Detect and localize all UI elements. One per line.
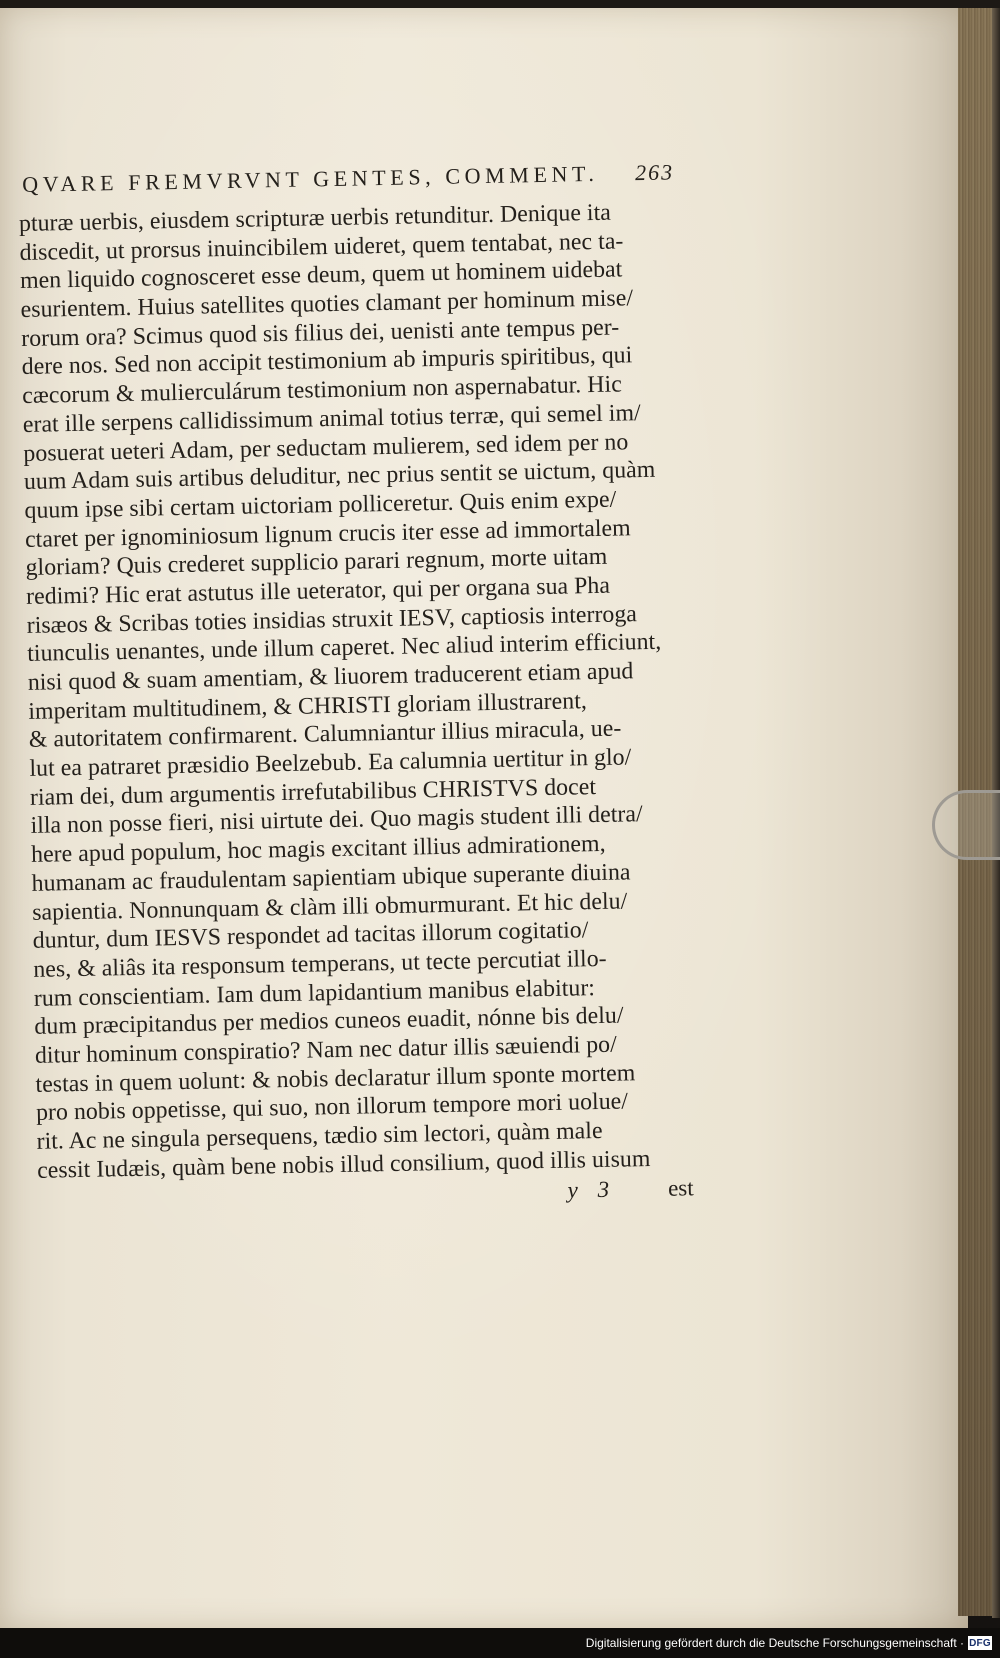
thumb-clip-icon [932,790,1000,860]
text-line: rorum ora? Scimus quod sis filius dei, uenisti ante tempus per- [20,314,620,352]
catchword: est [667,1175,694,1202]
text-line: tiunculis uenantes, unde illum caperet. Nec aliud interim efficiunt, [27,629,662,668]
text-line: cæcorum & mulierculárum testimonium non aspernabatur. Hic [22,371,623,410]
text-block [18,159,698,1218]
text-line: uum Adam suis artibus deluditur, nec prius sentit se uictum, quàm [23,457,656,496]
text-line: imperitam multitudinem, & CHRISTI gloriam illustrarent, [28,687,588,725]
text-line: men liquido cognosceret esse deum, quem ut hominem uidebat [19,256,623,295]
body-text [19,197,698,1185]
text-line: esurientem. Huius satellites quoties clamant per hominum mise/ [20,285,634,324]
text-line: dum præcipitandus per medios cuneos euadit, nónne bis delu/ [34,1002,624,1041]
text-line: duntur, dum IESVS respondet ad tacitas illorum cogitatio/ [32,917,589,955]
text-line: risæos & Scribas toties insidias struxit IESV, captiosis interroga [26,600,638,639]
book-page [0,8,968,1628]
signature-mark: y 3 [567,1177,617,1204]
text-line: here apud populum, hoc magis excitant illius admirationem, [30,830,606,868]
funding-footer [0,1628,1000,1658]
text-line: sapientia. Nonnunquam & clàm illi obmurmurant. Et hic delu/ [31,887,628,926]
text-line: posuerat ueteri Adam, per seductam mulierem, sed idem per no [23,428,629,467]
text-line: humanam ac fraudulentam sapientiam ubique superante diuina [31,859,631,897]
text-line: ditur hominum conspiratio? Nam nec datur illis sæuiendi po/ [34,1031,618,1069]
text-line: testas in quem uolunt: & nobis declaratur illum sponte mortem [35,1059,636,1098]
text-line: redimi? Hic erat astutus ille ueterator, qui per organa sua Pha [25,572,611,610]
text-line: rum conscientiam. Iam dum lapidantium manibus elabitur: [33,974,596,1012]
text-line: gloriam? Quis crederet supplicio parari regnum, morte uitam [25,544,608,582]
text-line: discedit, ut prorsus inuincibilem uideret, quem tentabat, nec ta- [19,228,624,266]
text-line: nes, & aliâs ita responsum temperans, ut tecte percutiat illo- [33,945,607,983]
text-line: ctaret per ignominiosum lignum crucis iter esse ad immortalem [24,514,631,553]
page-number: 263 [634,159,675,186]
text-line: erat ille serpens callidissimum animal totius terræ, qui semel im/ [22,399,641,438]
text-line: & autoritatem confirmarent. Calumniantur illius miracula, ue- [28,715,622,754]
text-line: illa non posse fieri, nisi uirtute dei. Quo magis student illi detra/ [30,801,643,840]
text-line: nisi quod & suam amentiam, & liuorem traducerent etiam apud [27,658,634,696]
text-line: dere nos. Sed non accipit testimonium ab impuris spiritibus, qui [21,342,633,381]
text-line: quum ipse sibi certam uictoriam polliceretur. Quis enim expe/ [24,486,617,524]
text-line: riam dei, dum argumentis irrefutabilibus CHRISTVS docet [29,773,597,811]
text-line: pturæ uerbis, eiusdem scripturæ uerbis retunditur. Denique ita [18,199,612,237]
funding-text: Digitalisierung gefördert durch die Deutsche Forschungsgemeinschaft · [585,1636,964,1650]
text-line: lut ea patraret præsidio Beelzebub. Ea calumnia uertitur in glo/ [29,744,632,782]
text-line: pro nobis oppetisse, qui suo, non illorum tempore mori uolue/ [35,1088,629,1127]
running-title: QVARE FREMVRVNT GENTES, COMMENT. [21,160,599,197]
text-line: rit. Ac ne singula persequens, tædio sim lectori, quàm male [36,1117,603,1155]
text-line: cessit Iudæis, quàm bene nobis illud consilium, quod illis uisum [36,1145,651,1184]
dfg-logo-icon: DFG [969,1637,991,1649]
